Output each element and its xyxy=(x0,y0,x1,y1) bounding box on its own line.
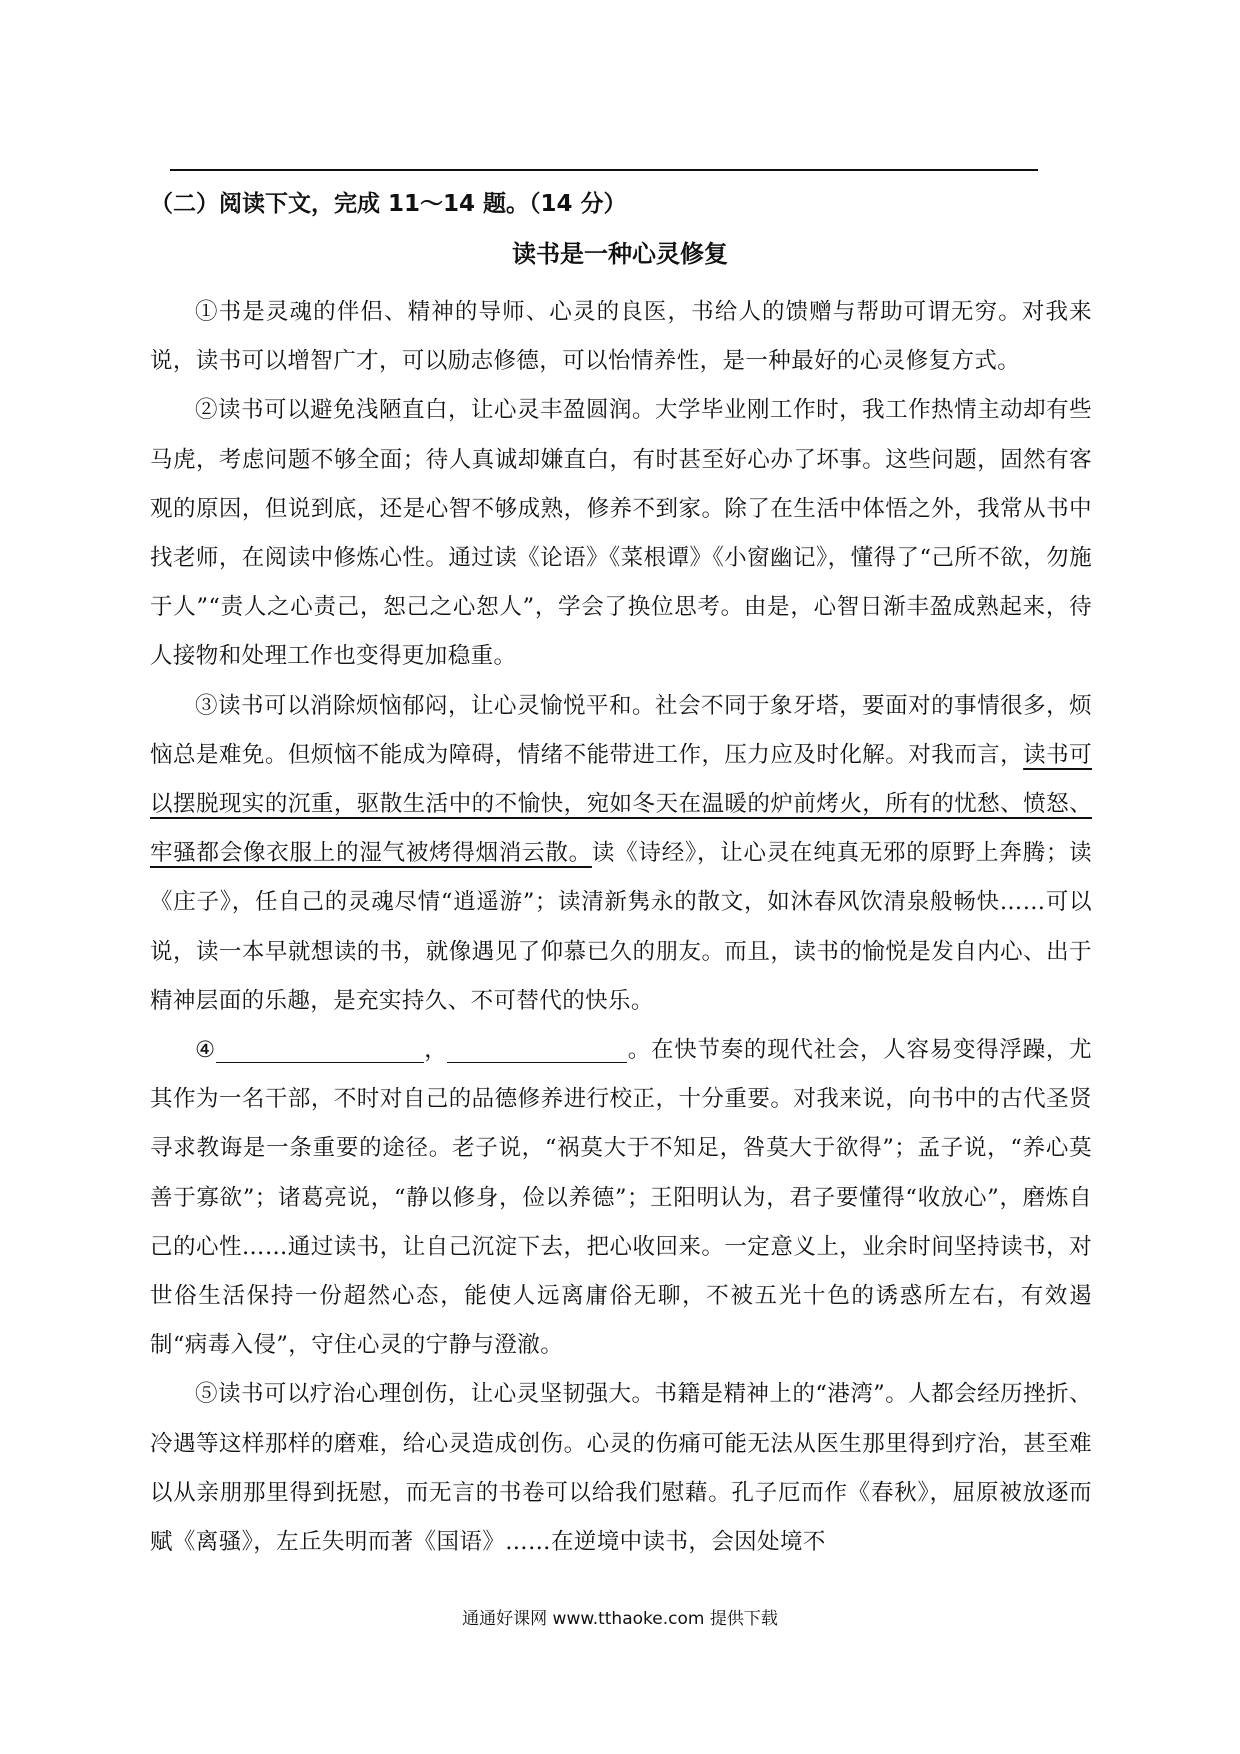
answer-blank-2[interactable] xyxy=(447,1034,627,1063)
paragraph-4-comma: ， xyxy=(423,1037,448,1064)
paragraph-4-rest: 。在快节奏的现代社会，人容易变得浮躁，尤其作为一名干部，不时对自己的品德修养进行校正，十分重要。对我来说，向书中的古代圣贤寻求教诲是一条重要的途径。老子说，“祸莫大于不知足，咎莫大于欲得”；孟子说，“养心莫善于寡欲”；诸葛亮说，“静以修身，俭以养德”；王阳明认为，君子要懂得“收放心”，磨炼自己的心性……通过读书，让自己沉淀下去，把心收回来。一定意义上，业余时间坚持读书，对世俗生活保持一份超然心态，能使人远离庸俗无聊，不被五光十色的诱惑所左右，有效遏制“病毒入侵”，守住心灵的宁静与澄澈。 xyxy=(150,1037,1092,1359)
paragraph-4 xyxy=(150,1026,1092,1370)
paragraph-3-intro: ③读书可以消除烦恼郁闷，让心灵愉悦平和。社会不同于象牙塔，要面对的事情很多，烦恼总是难免。但烦恼不能成为障碍，情绪不能带进工作，压力应及时化解。对我而言， xyxy=(150,692,1092,768)
paragraph-4-marker: ④ xyxy=(195,1037,216,1064)
footer-text: 通通好课网 www.tthaoke.com 提供下载 xyxy=(462,1609,778,1629)
paragraph-3 xyxy=(150,682,1092,1026)
article-body xyxy=(150,288,1092,1567)
paragraph-5: ⑤读书可以疗治心理创伤，让心灵坚韧强大。书籍是精神上的“港湾”。人都会经历挫折、冷遇等这样那样的磨难，给心灵造成创伤。心灵的伤痛可能无法从医生那里得到疗治，甚至难以从亲朋那里得到抚慰，而无言的书卷可以给我们慰藉。孔子厄而作《春秋》，屈原被放逐而赋《离骚》，左丘失明而著《国语》……在逆境中读书，会因处境不 xyxy=(150,1381,1092,1556)
paragraph-3-rest: 读《诗经》，让心灵在纯真无邪的原野上奔腾；读《庄子》，任自己的灵魂尽情“逍遥游”；读清新隽永的散文，如沐春风饮清泉般畅快……可以说，读一本早就想读的书，就像遇见了仰慕已久的朋友。而且，读书的愉悦是发自内心、出于精神层面的乐趣，是充实持久、不可替代的快乐。 xyxy=(150,840,1092,1014)
article-title: 读书是一种心灵修复 xyxy=(512,240,728,268)
paragraph-2: ②读书可以避免浅陋直白，让心灵丰盈圆润。大学毕业刚工作时，我工作热情主动却有些马虎，考虑问题不够全面；待人真诚却嫌直白，有时甚至好心办了坏事。这些问题，固然有客观的原因，但说到底，还是心智不够成熟，修养不到家。除了在生活中体悟之外，我常从书中找老师，在阅读中修炼心性。通过读《论语》《菜根谭》《小窗幽记》，懂得了“己所不欲，勿施于人”“责人之心责己，恕己之心恕人”，学会了换位思考。由是，心智日渐丰盈成熟起来，待人接物和处理工作也变得更加稳重。 xyxy=(150,397,1092,670)
paragraph-1: ①书是灵魂的伴侣、精神的导师、心灵的良医，书给人的馈赠与帮助可谓无穷。对我来说，读书可以增智广才，可以励志修德，可以怡情养性，是一种最好的心灵修复方式。 xyxy=(150,299,1092,375)
underlined-sentence: 读书可以摆脱现实的沉重，驱散生活中的不愉快，宛如冬天在温暖的炉前烤火，所有的忧愁、愤怒、牢骚都会像衣服上的湿气被烤得烟消云散。 xyxy=(150,741,1092,867)
top-rule xyxy=(170,169,1038,171)
answer-blank-1[interactable] xyxy=(216,1034,424,1063)
section-heading: （二）阅读下文，完成 11～14 题。（14 分） xyxy=(150,191,627,217)
